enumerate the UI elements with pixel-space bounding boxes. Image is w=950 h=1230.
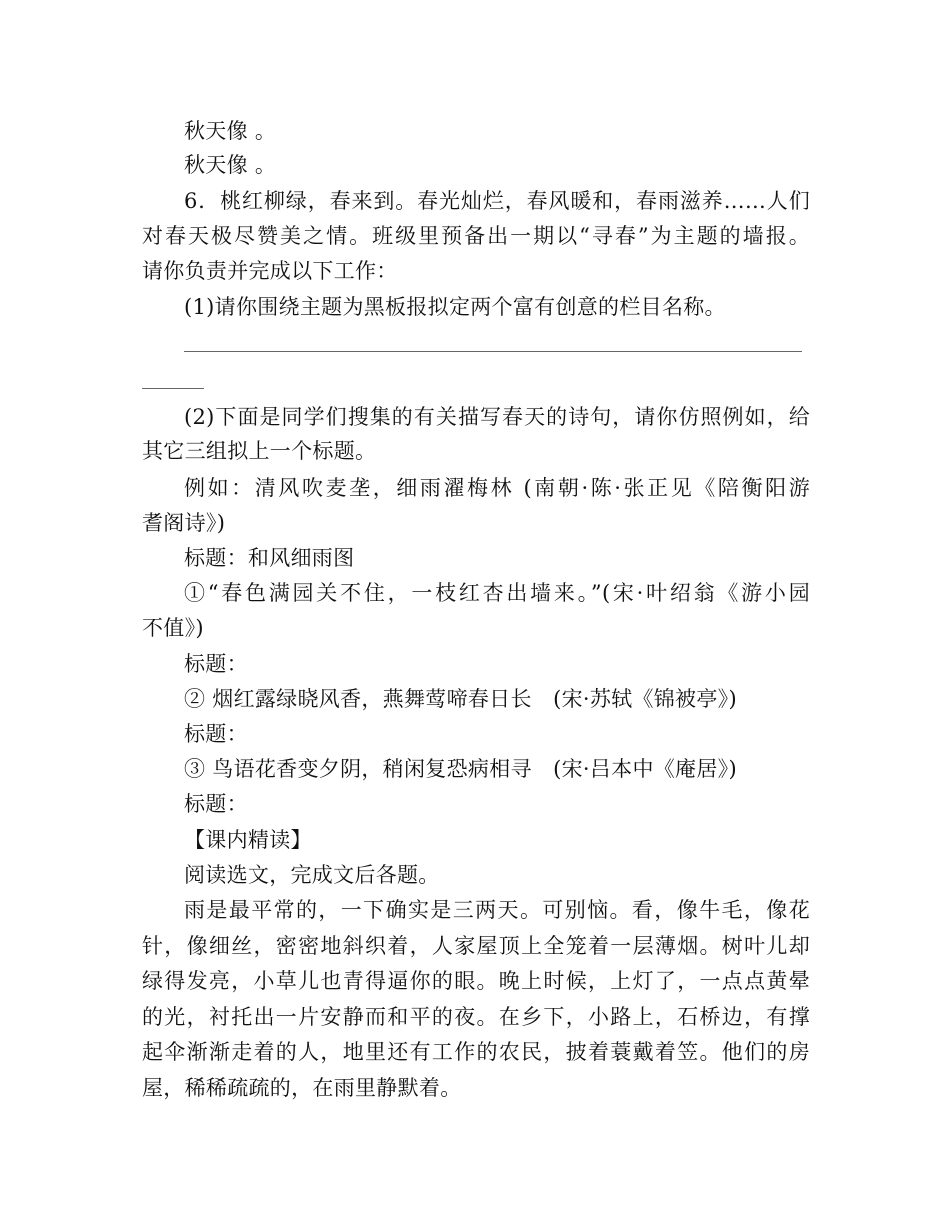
passage-line: 针，像细丝，密密地斜织着，人家屋顶上全笼着一层薄烟。树叶儿却 [142, 934, 810, 958]
text-line: 其它三组拟上一个标题。 [142, 439, 377, 463]
title-blank: 标题： [184, 792, 248, 816]
question-6-line: 6．桃红柳绿，春来到。春光灿烂，春风暖和，春雨滋养……人们 [184, 189, 810, 213]
passage-line: 起伞渐渐走着的人，地里还有工作的农民，披着蓑戴着笠。他们的房 [142, 1040, 810, 1064]
passage-line: 雨是最平常的，一下确实是三两天。可别恼。看，像牛毛，像花 [184, 898, 810, 922]
instruction-line: 阅读选文，完成文后各题。 [184, 863, 440, 887]
text-line: 秋天像 。 [184, 119, 277, 143]
example-title: 标题：和风细雨图 [184, 546, 355, 570]
answer-blank-line [184, 351, 802, 352]
sub-question-1: (1)请你围绕主题为黑板报拟定两个富有创意的栏目名称。 [184, 295, 726, 319]
passage-line: 的光，衬托出一片安静而和平的夜。在乡下，小路上，石桥边，有撑 [142, 1005, 810, 1029]
section-heading: 【课内精读】 [184, 828, 312, 852]
passage-line: 屋，稀稀疏疏的，在雨里静默着。 [142, 1076, 462, 1100]
answer-blank-line [142, 388, 204, 389]
text-line: 耆阁诗》) [142, 511, 226, 535]
text-line: 对春天极尽赞美之情。班级里预备出一期以“寻春”为主题的墙报。 [142, 224, 810, 248]
poem-2: ② 烟红露绿晓风香，燕舞莺啼春日长 (宋·苏轼《锦被亭》) [184, 687, 737, 711]
passage-line: 绿得发亮，小草儿也青得逼你的眼。晚上时候，上灯了，一点点黄晕 [142, 969, 810, 993]
text-line: 不值》) [142, 616, 204, 640]
title-blank: 标题： [184, 652, 248, 676]
text-line: 请你负责并完成以下工作： [142, 259, 398, 283]
title-blank: 标题： [184, 722, 248, 746]
poem-1: ①“春色满园关不住，一枝红杏出墙来。”(宋·叶绍翁《游小园 [184, 581, 810, 605]
text-line: 秋天像 。 [184, 153, 277, 177]
poem-3: ③ 鸟语花香变夕阴，稍闲复恐病相寻 (宋·吕本中《庵居》) [184, 757, 737, 781]
sub-question-2: (2)下面是同学们搜集的有关描写春天的诗句，请你仿照例如，给 [184, 405, 810, 429]
example-line: 例如：清风吹麦垄，细雨濯梅林 (南朝·陈·张正见《陪衡阳游 [184, 476, 810, 500]
